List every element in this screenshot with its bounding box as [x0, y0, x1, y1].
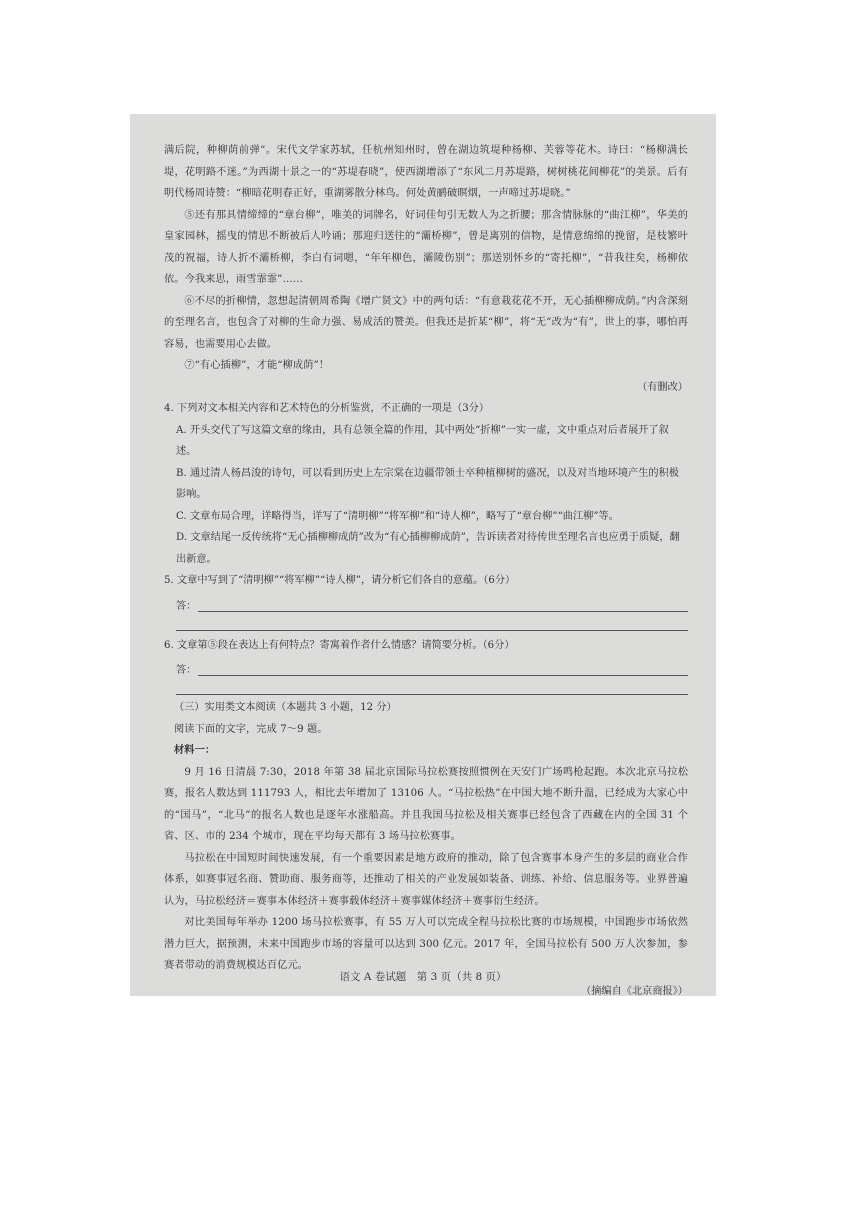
answer-label: 答：: [176, 665, 197, 676]
passage-paragraph-7: ⑦“有心插柳”，才能“柳成荫”！: [184, 360, 330, 371]
section-3-heading: （三）实用类文本阅读（本题共 3 小题，12 分）: [174, 702, 397, 713]
exam-page: [130, 114, 716, 996]
question-6-answer-area[interactable]: [176, 656, 688, 676]
passage-source: （有删改）: [637, 381, 688, 393]
material-paragraph-1: 9 月 16 日清晨 7:30，2018 年第 38 届北京国际马拉松赛按照惯例在天安门广场鸣枪起跑。本次北京马拉松赛，报名人数达到 111793 人，相比去年增加了 13106 人。“马拉松热”在中国大地不断升温，已经成为大家心中的“国马”，“北马”的报名人数也是逐年水涨船高。并且我国马拉松及相关赛事已经包含了西藏在内的全国 31 个省、区、市的 234 个城市，现在平均每天都有 3 场马拉松赛事。: [164, 766, 688, 842]
answer-line[interactable]: [176, 612, 688, 631]
question-4-option-a: A. 开头交代了写这篇文章的缘由，具有总领全篇的作用，其中两处“折柳”一实一虚，文中重点对后者展开了叙述。: [176, 424, 669, 457]
question-5-stem: 5. 文章中写到了“清明柳”“将军柳”“诗人柳”，请分析它们各自的意蕴。（6分）: [164, 575, 516, 586]
passage-paragraph: 满后院，种柳荫前弹”。宋代文学家苏轼，任杭州知州时，曾在湖边筑堤种杨柳、芙蓉等花木。诗曰：“杨柳满长堤，花明路不迷。”为西湖十景之一的“苏堤春晓”，使西湖增添了“东风二月苏堤路，树树桃花间柳花”的美景。后有明代杨周诗赞：“柳暗花明春正好，重湖雾散分林鸟。何处黄鹂破暝烟，一声啼过苏堤晓。”: [164, 145, 688, 199]
answer-line[interactable]: [198, 599, 688, 612]
passage-paragraph-6: ⑥不尽的折柳情，忽想起清朝周希陶《增广贤文》中的两句话：“有意栽花花不开，无心插柳柳成荫。”内含深刻的至理名言，也包含了对柳的生命力强、易成活的赞美。但我还是折某“柳”，将“无”改为“有”，世上的事，哪怕再容易，也需要用心去做。: [164, 295, 688, 350]
question-6-stem: 6. 文章第⑤段在表达上有何特点？寄寓着作者什么情感？请简要分析。（6分）: [164, 639, 515, 651]
passage-paragraph-5: ⑤还有那具情缔缔的“章台柳”，唯美的词牌名，好词佳句引无数人为之折腰；那含情脉脉的“曲江柳”，华美的皇家园林，摇曳的情思不断被后人吟诵；那迎归送往的“灞桥柳”，曾是离别的信物，是情意绵绵的挽留，是枝繁叶茂的祝福，诗人折不灞桥柳，李白有词嗯，“年年柳色，灞陵伤别”；那送别怀乡的“寄托柳”，“昔我往矣，杨柳依依。今我来思，雨雪霏霏”……: [164, 209, 688, 285]
material-source: （摘编自《北京商报》）: [581, 985, 688, 996]
answer-label: 答：: [176, 600, 197, 612]
question-4-option-d: D. 文章结尾一反传统将“无心插柳柳成荫”改为“有心插柳柳成荫”，告诉读者对待传世至理名言也应勇于质疑，翻出新意。: [176, 532, 680, 565]
answer-line[interactable]: [176, 676, 688, 695]
material-paragraph-2: 马拉松在中国短时间快速发展，有一个重要因素是地方政府的推动，除了包含赛事本身产生的多层的商业合作体系，如赛事冠名商、赞助商、服务商等，还推动了相关的产业发展如装备、训练、补给、信息服务等。业界普遍认为，马拉松经济＝赛事本体经济＋赛事载体经济＋赛事媒体经济＋赛事衍生经济。: [164, 852, 688, 907]
answer-line[interactable]: [198, 663, 688, 676]
question-4-option-b: B. 通过清人杨昌浚的诗句，可以看到历史上左宗棠在边疆带领士卒种植柳树的盛况，以及对当地环境产生的积极影响。: [176, 467, 679, 500]
question-5-answer-area[interactable]: [176, 592, 688, 612]
material-label: 材料一：: [174, 744, 216, 756]
question-4-stem: 4. 下列对文本相关内容和艺术特色的分析鉴赏，不正确的一项是（3分）: [164, 403, 490, 414]
material-paragraph-3: 对比美国每年举办 1200 场马拉松赛事，有 55 万人可以完成全程马拉松比赛的市场规模，中国跑步市场依然潜力巨大，据预测，未来中国跑步市场的容量可以达到 300 亿元。2017 年，全国马拉松有 500 万人次参加，参赛者带动的消费规模达百亿元。: [164, 917, 688, 971]
section-3-instruction: 阅读下面的文字，完成 7～9 题。: [174, 723, 328, 735]
question-4-option-c: C. 文章布局合理，详略得当，详写了“清明柳”“将军柳”和“诗人柳”，略写了“章台柳”“曲江柳”等。: [176, 510, 619, 522]
page-footer: 语文 A 卷试题 第 3 页（共 8 页）: [339, 971, 507, 983]
